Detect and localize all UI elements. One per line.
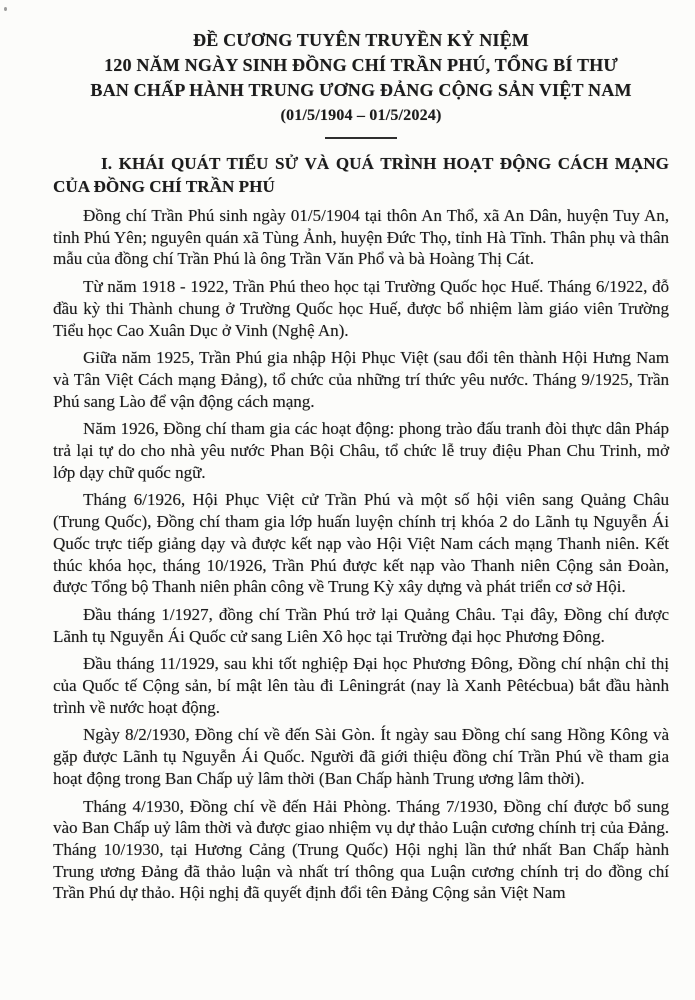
title-separator-rule xyxy=(325,137,397,139)
paragraph-1929-return: Đầu tháng 11/1929, sau khi tốt nghiệp Đại học Phương Đông, Đồng chí nhận chỉ thị của Quốc tế Cộng sản, bí mật lên tàu đi Lêningrát (nay là Xanh Pêtécbua) bắt đầu hành trình về nước hoạt động. xyxy=(53,654,669,717)
paragraph-quang-chau-training: Tháng 6/1926, Hội Phục Việt cử Trần Phú và một số hội viên sang Quảng Châu (Trung Quốc), Đồng chí tham gia lớp huấn luyện chính trị khóa 2 do Lãnh tụ Nguyễn Ái Quốc trực tiếp giảng dạy và được kết nạp vào Hội Việt Nam cách mạng Thanh niên. Kết thúc khóa học, tháng 10/1926, Trần Phú được kết nạp vào Thanh niên Cộng sản Đoàn, được Tổng bộ Thanh niên phân công về Trung Kỳ xây dựng và phát triển cơ sở Hội. xyxy=(53,490,669,597)
document-title-line-2: 120 NĂM NGÀY SINH ĐỒNG CHÍ TRẦN PHÚ, TỔNG BÍ THƯ xyxy=(104,55,618,75)
paragraph-1930-saigon-hongkong: Ngày 8/2/1930, Đồng chí về đến Sài Gòn. Ít ngày sau Đồng chí sang Hồng Kông và gặp được Lãnh tụ Nguyễn Ái Quốc. Người đã giới thiệu đồng chí Trần Phú về tham gia hoạt động trong Ban Chấp uỷ lâm thời (Ban Chấp hành Trung ương lâm thời). xyxy=(53,725,669,788)
paragraph-1926-activities: Năm 1926, Đồng chí tham gia các hoạt động: phong trào đấu tranh đòi thực dân Pháp trả lại tự do cho nhà yêu nước Phan Bội Châu, tổ chức lễ truy điệu Phan Chu Trinh, mở lớp dạy chữ quốc ngữ. xyxy=(53,419,669,482)
document-title-line-3: BAN CHẤP HÀNH TRUNG ƯƠNG ĐẢNG CỘNG SẢN VIỆT NAM xyxy=(90,80,632,100)
document-title xyxy=(53,28,669,128)
paragraph-birth-origin: Đồng chí Trần Phú sinh ngày 01/5/1904 tại thôn An Thổ, xã An Dân, huyện Tuy An, tỉnh Phú Yên; nguyên quán xã Tùng Ảnh, huyện Đức Thọ, tỉnh Hà Tĩnh. Thân phụ và thân mẫu của đồng chí Trần Phú là ông Trần Văn Phổ và bà Hoàng Thị Cát. xyxy=(53,206,669,269)
section-heading: I. KHÁI QUÁT TIỂU SỬ VÀ QUÁ TRÌNH HOẠT ĐỘNG CÁCH MẠNG CỦA ĐỒNG CHÍ TRẦN PHÚ xyxy=(53,154,669,196)
paragraph-education: Từ năm 1918 - 1922, Trần Phú theo học tại Trường Quốc học Huế. Tháng 6/1922, đỗ đầu kỳ thi Thành chung ở Trường Quốc học Huế, được bổ nhiệm làm giáo viên Trường Tiểu học Cao Xuân Dục ở Vinh (Nghệ An). xyxy=(53,277,669,340)
paragraph-1930-luan-cuong: Tháng 4/1930, Đồng chí về đến Hải Phòng. Tháng 7/1930, Đồng chí được bổ sung vào Ban Chấp uỷ lâm thời và được giao nhiệm vụ dự thảo Luận cương chính trị của Đảng. Tháng 10/1930, tại Hương Cảng (Trung Quốc) Hội nghị lần thứ nhất Ban Chấp hành Trung ương Đảng đã thảo luận và nhất trí thông qua Luận cương chính trị do đồng chí Trần Phú dự thảo. Hội nghị đã quyết định đổi tên Đảng Cộng sản Việt Nam xyxy=(53,796,669,903)
scan-artifact-speck xyxy=(4,7,7,11)
document-title-line-1: ĐỀ CƯƠNG TUYÊN TRUYỀN KỶ NIỆM xyxy=(193,30,529,50)
paragraph-1927-lien-xo: Đầu tháng 1/1927, đồng chí Trần Phú trở lại Quảng Châu. Tại đây, Đồng chí được Lãnh tụ Nguyễn Ái Quốc cử sang Liên Xô học tại Trường đại học Phương Đông. xyxy=(53,604,669,646)
document-body xyxy=(53,205,669,904)
document-title-date-range: (01/5/1904 – 01/5/2024) xyxy=(280,107,442,124)
paragraph-hoi-phuc-viet: Giữa năm 1925, Trần Phú gia nhập Hội Phục Việt (sau đổi tên thành Hội Hưng Nam và Tân Việt Cách mạng Đảng), tổ chức của những trí thức yêu nước. Tháng 9/1925, Trần Phú sang Lào để vận động cách mạng. xyxy=(53,348,669,411)
